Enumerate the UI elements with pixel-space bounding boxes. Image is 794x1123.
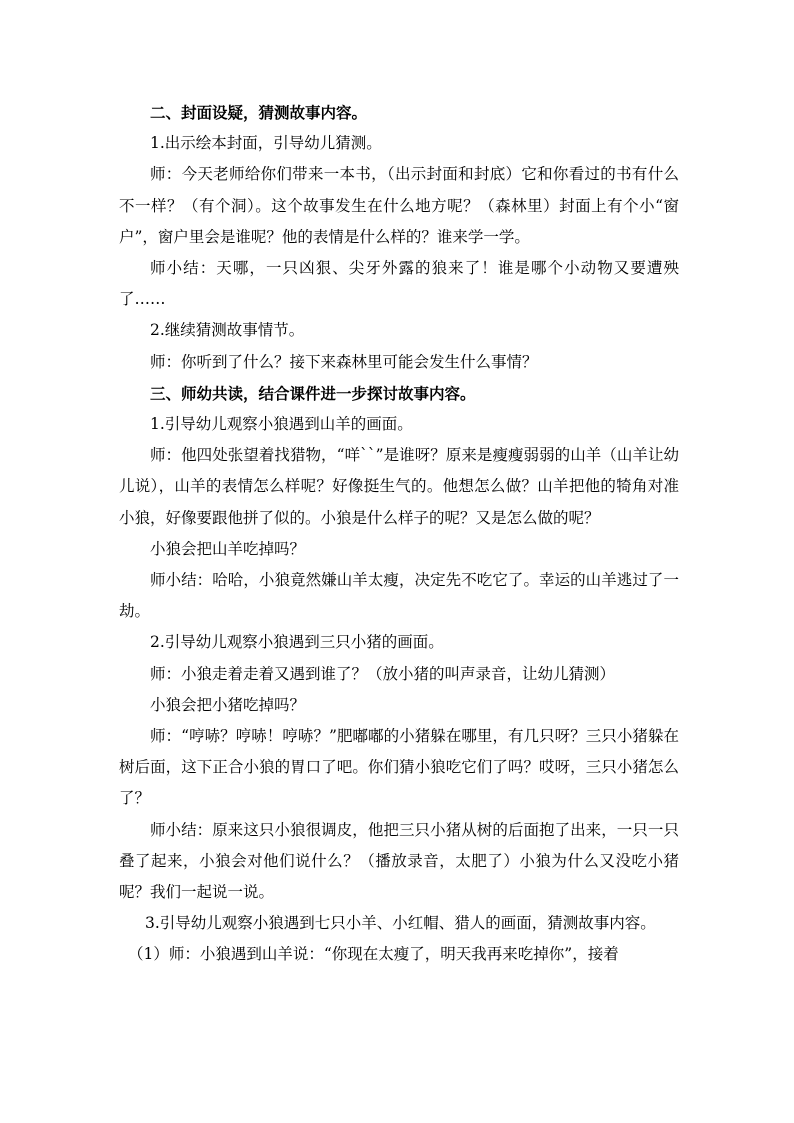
paragraph: 师：小狼走着走着又遇到谁了？（放小猪的叫声录音，让幼儿猜测） bbox=[150, 664, 616, 683]
paragraph: 3.引导幼儿观察小狼遇到七只小羊、小红帽、猎人的画面，猜测故事内容。 bbox=[145, 914, 656, 933]
paragraph: 师：你听到了什么？接下来森林里可能会发生什么事情？ bbox=[150, 352, 538, 371]
paragraph: 2.继续猜测故事情节。 bbox=[150, 321, 305, 340]
paragraph: 师：“哼哧？哼哧！哼哧？”肥嘟嘟的小猪躲在哪里，有几只呀？三只小猪躲在树后面，这下正合小狼的胃口了吧。你们猜小狼吃它们了吗？哎呀，三只小猪怎么了？ bbox=[119, 727, 679, 808]
paragraph: 师小结：哈哈，小狼竟然嫌山羊太瘦，决定先不吃它了。幸运的山羊逃过了一劫。 bbox=[119, 571, 679, 621]
paragraph: 师小结：原来这只小狼很调皮，他把三只小猪从树的后面抱了出来，一只一只叠了起来，小狼会对他们说什么？（播放录音，太肥了）小狼为什么又没吃小猪呢？我们一起说一说。 bbox=[119, 820, 679, 902]
paragraph: 小狼会把山羊吃掉吗？ bbox=[150, 539, 306, 558]
section-heading-2: 二、封面设疑，猜测故事内容。 bbox=[150, 103, 368, 122]
paragraph: 师：他四处张望着找猎物，“咩``”是谁呀？原来是瘦瘦弱弱的山羊（山羊让幼儿说），山羊的表情怎么样呢？好像挺生气的。他想怎么做？山羊把他的犄角对准小狼，好像要跟他拼了似的。小狼是什么样子的呢？又是怎么做的呢？ bbox=[119, 446, 679, 527]
paragraph: 1.出示绘本封面，引导幼儿猜测。 bbox=[150, 134, 382, 153]
document-body bbox=[119, 97, 679, 971]
paragraph: 2.引导幼儿观察小狼遇到三只小猪的画面。 bbox=[150, 633, 444, 652]
section-heading-3: 三、师幼共读，结合课件进一步探讨故事内容。 bbox=[150, 383, 476, 403]
paragraph: （1）师：小狼遇到山羊说：“你现在太瘦了，明天我再来吃掉你”，接着 bbox=[128, 945, 619, 964]
paragraph: 师小结：天哪，一只凶狠、尖牙外露的狼来了！谁是哪个小动物又要遭殃了…… bbox=[119, 259, 679, 309]
paragraph: 小狼会把小猪吃掉吗？ bbox=[150, 695, 306, 714]
paragraph: 1.引导幼儿观察小狼遇到山羊的画面。 bbox=[150, 415, 413, 434]
paragraph: 师：今天老师给你们带来一本书，（出示封面和封底）它和你看过的书有什么不一样？（有个洞）。这个故事发生在什么地方呢？（森林里）封面上有个小“窗户”，窗户里会是谁呢？他的表情是什么样的？谁来学一学。 bbox=[119, 165, 679, 246]
